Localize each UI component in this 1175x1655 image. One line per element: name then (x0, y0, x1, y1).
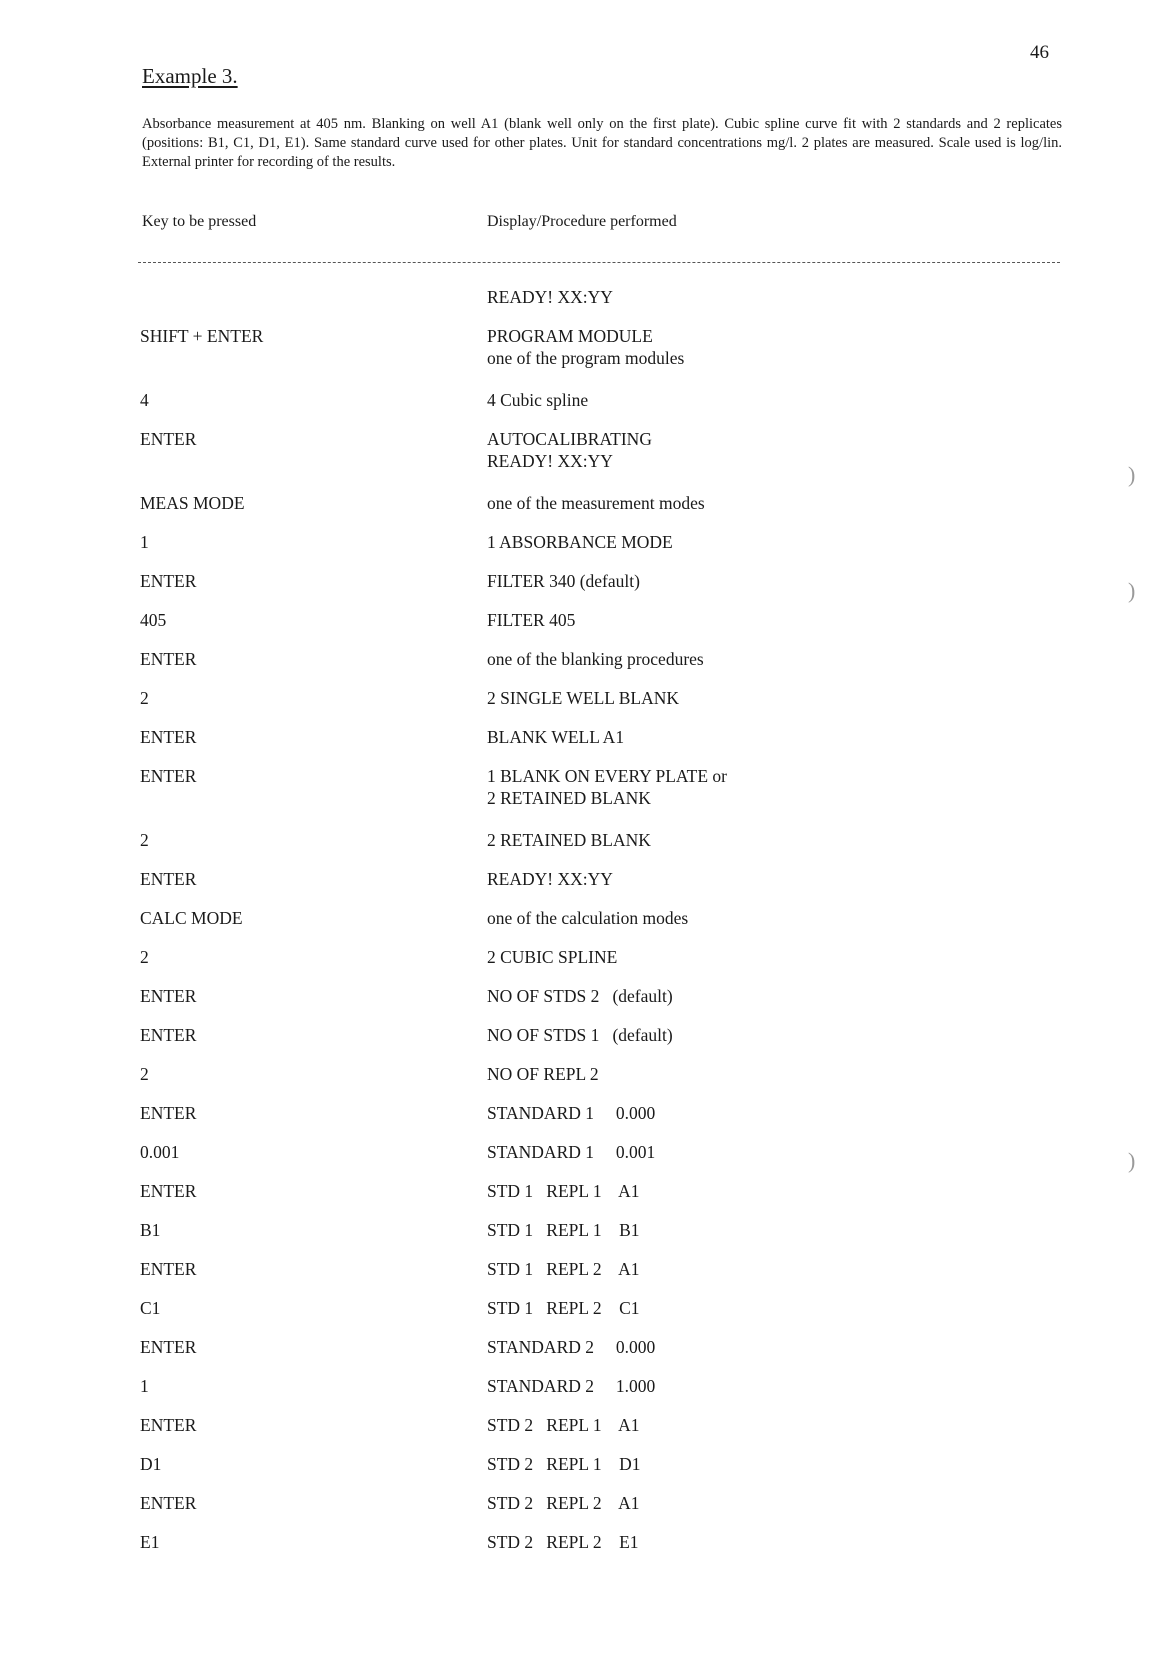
intro-paragraph: Absorbance measurement at 405 nm. Blanking on well A1 (blank well only on the first plate). Cubic spline curve fit with 2 standards and 2 replicates (positions: B1, C1, D1, E1). Same standard curve used for other plates. Unit for standard concentrations mg/l. 2 plates are measured. Scale used is log/lin. External printer for recording of the results. (142, 116, 1062, 170)
display-cell: NO OF STDS 2 (default) (487, 986, 673, 1006)
table-row (0, 1024, 1175, 1046)
key-cell: ENTER (140, 649, 197, 669)
key-cell: ENTER (140, 1025, 197, 1045)
display-cell: STD 1 REPL 1 A1 (487, 1181, 640, 1201)
display-cell: 2 CUBIC SPLINE (487, 947, 618, 967)
key-cell: ENTER (140, 1493, 197, 1513)
table-row (0, 1492, 1175, 1514)
key-cell: SHIFT + ENTER (140, 326, 264, 346)
key-cell: ENTER (140, 1415, 197, 1435)
display-cell: one of the measurement modes (487, 493, 705, 513)
key-cell: E1 (140, 1532, 160, 1552)
display-cell: STD 2 REPL 1 D1 (487, 1454, 641, 1474)
key-cell: ENTER (140, 766, 197, 786)
key-cell: B1 (140, 1220, 161, 1240)
display-cell: NO OF STDS 1 (default) (487, 1025, 673, 1045)
display-cell: one of the blanking procedures (487, 649, 704, 669)
table-row (0, 286, 1175, 308)
table-row (0, 1531, 1175, 1553)
display-cell: STANDARD 1 0.001 (487, 1142, 656, 1162)
display-cell: NO OF REPL 2 (487, 1064, 599, 1084)
scan-mark: ) (1128, 578, 1136, 603)
key-cell: ENTER (140, 986, 197, 1006)
display-cell: FILTER 405 (487, 610, 576, 630)
table-row (0, 1297, 1175, 1319)
table-row (0, 868, 1175, 890)
display-cell: PROGRAM MODULE one of the program modules (487, 326, 685, 368)
table-row (0, 531, 1175, 553)
display-cell: 2 RETAINED BLANK (487, 830, 651, 850)
display-cell: STANDARD 1 0.000 (487, 1103, 656, 1123)
column-header-display: Display/Procedure performed (487, 213, 677, 230)
key-cell: C1 (140, 1298, 161, 1318)
procedure-table (0, 286, 1175, 1570)
display-cell: FILTER 340 (default) (487, 571, 640, 591)
display-cell: STD 1 REPL 1 B1 (487, 1220, 640, 1240)
key-cell: 1 (140, 1376, 149, 1396)
display-cell: STD 2 REPL 2 A1 (487, 1493, 640, 1513)
scan-mark: ) (1128, 1148, 1136, 1173)
header-divider (138, 262, 1060, 263)
key-cell: ENTER (140, 869, 197, 889)
table-row (0, 765, 1175, 809)
table-row (0, 609, 1175, 631)
key-cell: ENTER (140, 429, 197, 449)
display-cell: STD 2 REPL 2 E1 (487, 1532, 639, 1552)
table-row (0, 1453, 1175, 1475)
table-row (0, 1414, 1175, 1436)
key-cell: ENTER (140, 1103, 197, 1123)
key-cell: 2 (140, 947, 149, 967)
key-cell: ENTER (140, 1259, 197, 1279)
table-row (0, 829, 1175, 851)
table-row (0, 946, 1175, 968)
key-cell: 2 (140, 830, 149, 850)
key-cell: 0.001 (140, 1142, 180, 1162)
table-row (0, 985, 1175, 1007)
key-cell: MEAS MODE (140, 493, 245, 513)
page-number: 46 (1030, 42, 1049, 63)
display-cell: STD 2 REPL 1 A1 (487, 1415, 640, 1435)
key-cell: 405 (140, 610, 167, 630)
display-cell: STD 1 REPL 2 C1 (487, 1298, 640, 1318)
table-row (0, 1375, 1175, 1397)
display-cell: 1 BLANK ON EVERY PLATE or 2 RETAINED BLANK (487, 766, 727, 808)
table-row (0, 1336, 1175, 1358)
table-row (0, 648, 1175, 670)
table-row (0, 428, 1175, 472)
display-cell: STD 1 REPL 2 A1 (487, 1259, 640, 1279)
table-row (0, 1102, 1175, 1124)
table-row (0, 1258, 1175, 1280)
table-row (0, 325, 1175, 369)
display-cell: STANDARD 2 0.000 (487, 1337, 656, 1357)
display-cell: BLANK WELL A1 (487, 727, 625, 747)
column-header-key: Key to be pressed (142, 213, 257, 230)
key-cell: 2 (140, 688, 149, 708)
display-cell: READY! XX:YY (487, 869, 613, 889)
key-cell: ENTER (140, 571, 197, 591)
scan-mark: ) (1128, 462, 1136, 487)
display-cell: AUTOCALIBRATING READY! XX:YY (487, 429, 652, 471)
example-title: Example 3. (142, 64, 238, 88)
key-cell: 2 (140, 1064, 149, 1084)
table-row (0, 726, 1175, 748)
table-row (0, 1063, 1175, 1085)
table-row (0, 1219, 1175, 1241)
display-cell: one of the calculation modes (487, 908, 689, 928)
key-cell: ENTER (140, 1337, 197, 1357)
display-cell: 1 ABSORBANCE MODE (487, 532, 673, 552)
display-cell: 2 SINGLE WELL BLANK (487, 688, 679, 708)
table-row (0, 492, 1175, 514)
key-cell: ENTER (140, 1181, 197, 1201)
table-row (0, 687, 1175, 709)
table-row (0, 1180, 1175, 1202)
display-cell: READY! XX:YY (487, 287, 613, 307)
key-cell: 4 (140, 390, 149, 410)
key-cell: D1 (140, 1454, 162, 1474)
table-row (0, 907, 1175, 929)
table-row (0, 570, 1175, 592)
display-cell: STANDARD 2 1.000 (487, 1376, 656, 1396)
key-cell: 1 (140, 532, 149, 552)
table-row (0, 389, 1175, 411)
display-cell: 4 Cubic spline (487, 390, 589, 410)
table-row (0, 1141, 1175, 1163)
key-cell: ENTER (140, 727, 197, 747)
key-cell: CALC MODE (140, 908, 243, 928)
